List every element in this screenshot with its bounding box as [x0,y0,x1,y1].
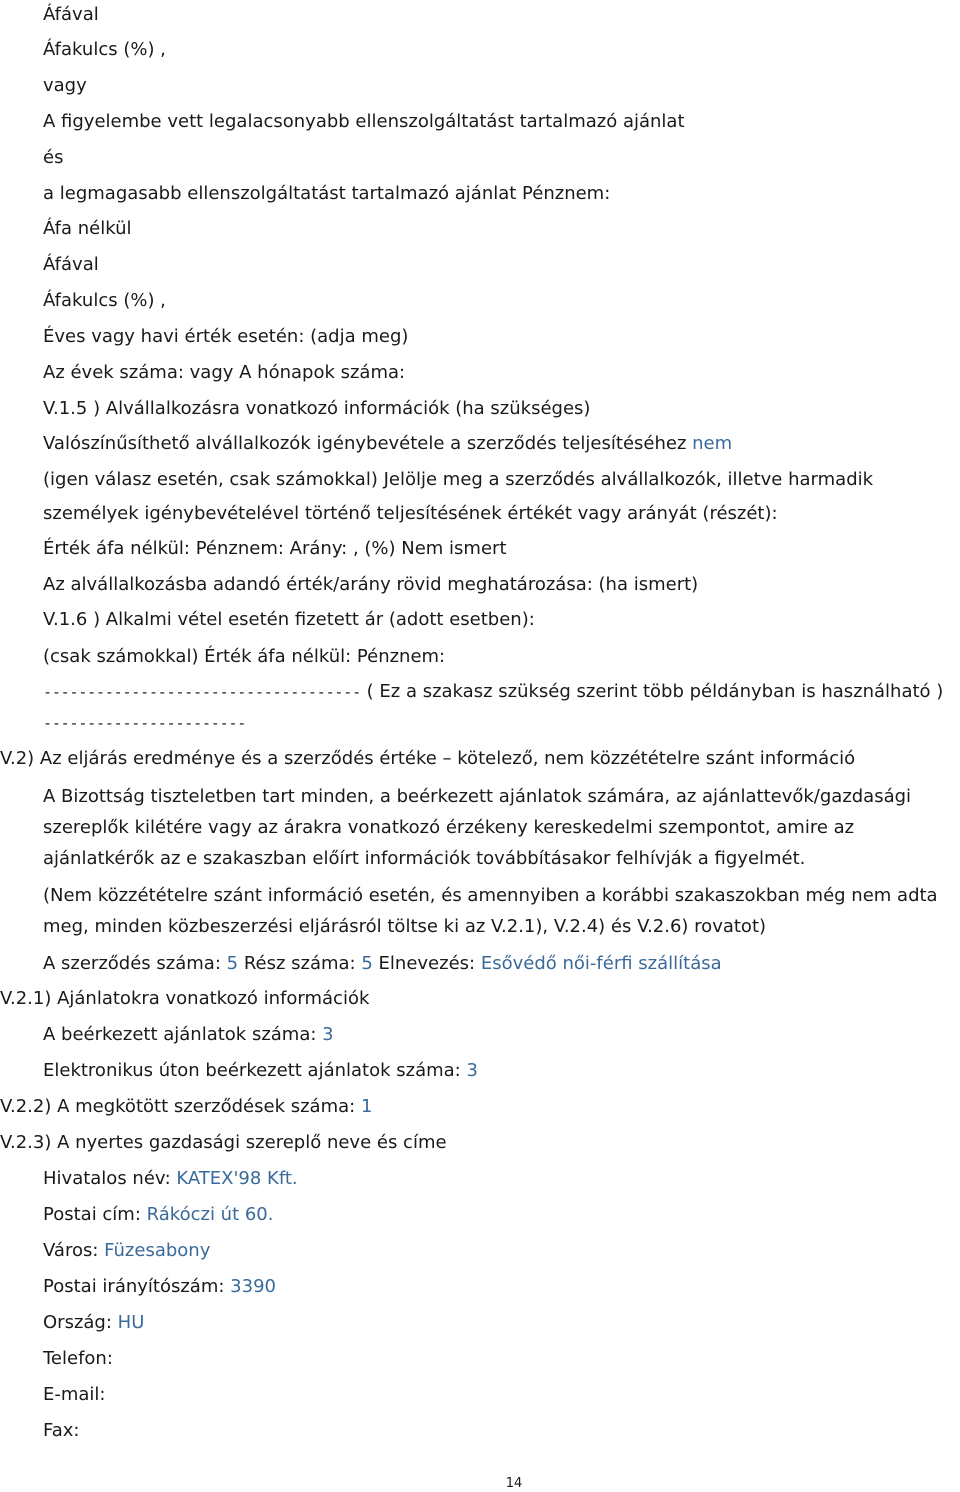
country-label: Ország: [43,1312,112,1333]
line-city [43,1240,210,1262]
line-afaval-2: Áfával [43,254,99,275]
electronic-offers-label: Elektronikus úton beérkezett ajánlatok száma: [43,1060,461,1081]
line-bizottsag-3: ajánlatkérők az e szakaszban előírt információk továbbításakor felhívják a figyelmét. [43,848,806,869]
line-official-name [43,1168,298,1190]
section-v22-heading [0,1096,372,1118]
title-label: Elnevezés: [378,953,476,974]
postal-address-value: Rákóczi út 60. [146,1204,274,1225]
line-fax: Fax: [43,1420,80,1441]
subcontractors-label: Valószínűsíthető alvállalkozók igénybevétele a szerződés teljesítéséhez [43,433,687,454]
contract-number-value: 5 [226,953,239,974]
postal-code-label: Postai irányítószám: [43,1276,225,1297]
line-csak-szamokkal: (csak számokkal) Érték áfa nélkül: Pénznem: [43,646,446,667]
contracts-count-value: 1 [360,1096,373,1117]
line-email: E-mail: [43,1384,106,1405]
line-country [43,1312,144,1334]
line-subcontractors [43,433,732,455]
part-number-label: Rész száma: [243,953,356,974]
country-value: HU [117,1312,145,1333]
postal-code-value: 3390 [230,1276,276,1297]
title-value: Esővédő női-férfi szállítása [480,953,722,974]
received-offers-label: A beérkezett ajánlatok száma: [43,1024,317,1045]
line-nem-kozzetetelre-1: (Nem közzétételre szánt információ esetén, és amennyiben a korábbi szakaszokban még nem adta [43,885,938,906]
line-received-offers [43,1024,334,1046]
part-number-value: 5 [361,953,373,974]
contract-number-label: A szerződés száma: [43,953,221,974]
city-label: Város: [43,1240,99,1261]
subcontractors-value: nem [692,433,733,454]
line-nem-kozzetetelre-2: meg, minden közbeszerzési eljárásról töltse ki az V.2.1), V.2.4) és V.2.6) rovatot) [43,916,767,937]
line-lowest-offer: A figyelembe vett legalacsonyabb ellenszolgáltatást tartalmazó ajánlat [43,111,685,132]
line-evek-szama: Az évek száma: vagy A hónapok száma: [43,362,406,383]
page-number: 14 [505,1476,523,1491]
section-v2-heading: V.2) Az eljárás eredménye és a szerződés értéke – kötelező, nem közzétételre szánt információ [0,748,856,769]
line-vagy: vagy [43,75,87,96]
line-section-repeat [43,681,943,703]
line-ertek-arany: Érték áfa nélkül: Pénznem: Arány: , (%) Nem ismert [43,538,507,559]
dash-separator: ------------------------------------ [43,683,361,701]
electronic-offers-value: 3 [466,1060,478,1081]
section-v15-heading: V.1.5 ) Alvállalkozásra vonatkozó információk (ha szükséges) [43,398,591,419]
dash-separator-2: ----------------------- [43,714,247,732]
line-postal-address [43,1204,273,1226]
line-afaval: Áfával [43,4,99,25]
postal-address-label: Postai cím: [43,1204,141,1225]
contracts-count-label: V.2.2) A megkötött szerződések száma: [0,1096,356,1117]
section-v16-heading: V.1.6 ) Alkalmi vétel esetén fizetett ár (adott esetben): [43,609,535,630]
line-afa-nelkul: Áfa nélkül [43,218,132,239]
line-bizottsag-2: szereplők kilétére vagy az árakra vonatkozó érzékeny kereskedelmi szempontot, amire az [43,817,855,838]
line-electronic-offers [43,1060,478,1082]
line-szerzodes-szama [43,953,722,975]
section-v23-heading: V.2.3) A nyertes gazdasági szereplő neve és címe [0,1132,447,1153]
section-v21-heading: V.2.1) Ajánlatokra vonatkozó információk [0,988,370,1009]
official-name-label: Hivatalos név: [43,1168,171,1189]
official-name-value: KATEX'98 Kft. [176,1168,298,1189]
line-phone: Telefon: [43,1348,113,1369]
line-postal-code [43,1276,276,1298]
line-bizottsag-1: A Bizottság tiszteletben tart minden, a beérkezett ajánlatok számára, az ajánlattevők/gazdasági [43,786,912,807]
line-afakulcs: Áfakulcs (%) , [43,39,166,60]
line-es: és [43,147,64,168]
line-alvallalkozas-ertek: Az alvállalkozásba adandó érték/arány rövid meghatározása: (ha ismert) [43,574,699,595]
city-value: Füzesabony [104,1240,211,1261]
received-offers-value: 3 [322,1024,334,1045]
line-highest-offer: a legmagasabb ellenszolgáltatást tartalmazó ajánlat Pénznem: [43,183,611,204]
line-igen-valasz: (igen válasz esetén, csak számokkal) Jelölje meg a szerződés alvállalkozók, illetve harmadik [43,469,874,490]
repeat-note: ( Ez a szakasz szükség szerint több példányban is használható ) [366,681,944,702]
line-afakulcs-2: Áfakulcs (%) , [43,290,166,311]
line-eves-havi: Éves vagy havi érték esetén: (adja meg) [43,326,409,347]
line-szemelyek: személyek igénybevételével történő teljesítésének értékét vagy arányát (részét): [43,503,778,524]
